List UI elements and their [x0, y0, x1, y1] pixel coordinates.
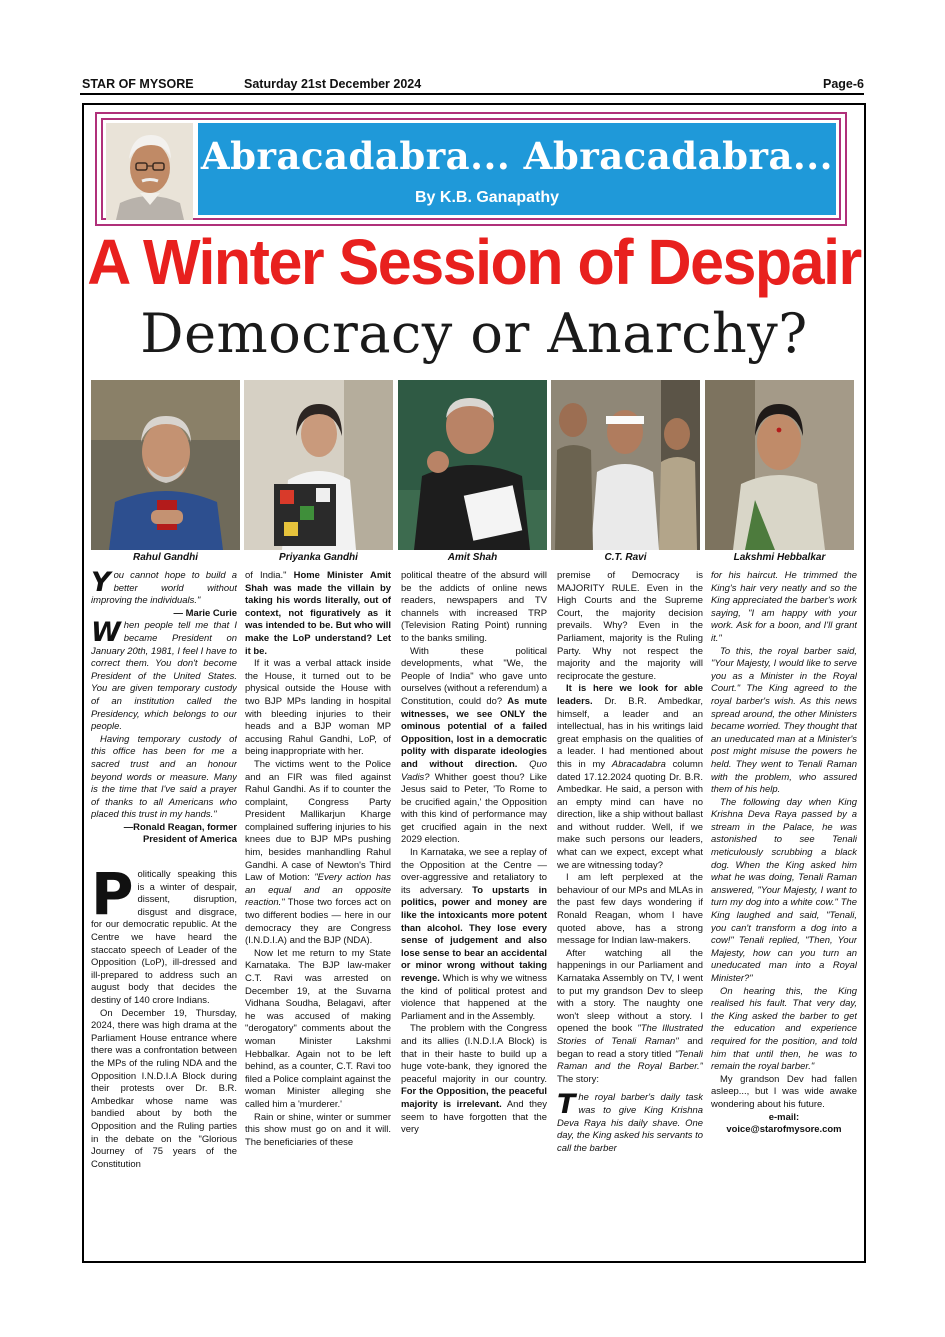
text-column-1: [91, 570, 237, 1250]
para-story-book: "The Illustrated Stories of Tenali Raman": [557, 1023, 703, 1047]
photo-lakshmi-hebbalkar-image: [705, 380, 854, 550]
para-we-the-people: [401, 646, 547, 848]
quote-reagan: [91, 617, 237, 733]
para-fir-quote: "Every action has an equal and an opposite reaction.": [245, 872, 391, 909]
author-portrait: [106, 123, 193, 220]
para-perplexed: I am left perplexed at the behaviour of our MPs and MLAs in the past few days wondering if Ronald Reagan, whom I have quoted above, has a strong message for Indian law-makers.: [557, 872, 703, 947]
para-problem-a: The problem with the Congress and its allies (I.N.D.I.A Block) is that in their haste to build up a huge vote-bank, they ignored the peaceful majority in our country.: [401, 1023, 547, 1085]
para-problem-bold: For the Opposition, the peaceful majority is irrelevant.: [401, 1086, 547, 1110]
para-king-realised: On hearing this, the King realised his fault. That very day, the King asked the barber to get the education and experience required for the position, and told him that until then, he was to remain the royal barber.": [711, 985, 857, 1073]
quote-curie-text: ou cannot hope to build a better world without improving the individuals.": [91, 570, 237, 607]
para-problem-end: And they seem to have forgotten that the very: [401, 1098, 547, 1136]
para-majority-rule: premise of Democracy is MAJORITY RULE. Even in the High Courts and the Supreme Court, the majority decision prevails. Why? Even in the Parliament, majority is the Ruling Party. Why not respect the majority and the majority will reciprocate the gesture.: [557, 570, 703, 682]
caption-priyanka-gandhi: Priyanka Gandhi: [279, 552, 358, 563]
para-intro: [91, 860, 237, 1008]
photo-strip: [91, 380, 854, 550]
masthead: [80, 77, 864, 93]
para-minister-wish: To this, the royal barber said, "Your Majesty, I would like to serve you as a Minister in the Royal Court." The King agreed to the royal barber's wish. As this news spread around, the other Ministers became worried. They thought that an uneducated man at a Minister's post might misuse the powers he held. They went to Tenali Raman with the problem, who assured them of his help.: [711, 645, 857, 796]
para-story-end: The story:: [557, 1073, 599, 1085]
caption-amit-shah: Amit Shah: [447, 552, 498, 563]
para-wtp-bold: As mute witnesses, we see ONLY the ominous potential of a failed Opposition, lost in a democratic polity with disparate ideologies and without direction.: [401, 695, 547, 770]
para-leaders-italic: Abracadabra: [611, 758, 666, 770]
para-able-leaders: [557, 683, 703, 872]
para-fir-text: The victims went to the Police and an FIR was filed against Rahul Gandhi. As if to counter the complaint, Congress Party President Mallikarjun Kharge complained suffering injuries to his knees due to BJP MPs pushing him, besides manhandling Rahul Gandhi. A case of Newton's Third Law of Motion:: [245, 758, 391, 884]
para-theatre: political theatre of the absurd will be the addicts of online news readers, newspapers and TV channels with increased TRP (Television Rating Point) running to the banks smiling.: [401, 570, 547, 644]
para-karnataka: Now let me return to my State Karnataka. The BJP law-maker C.T. Ravi was arrested on December 19, at the Suvarna Vidhana Soudha, Belagavi, after he was accused of making "derogatory" comments about the woman Minister Lakshmi Hebbalkar. Again not to be left behind, as a counter, C.T. Ravi too filed a Police complaint against the woman Minister alleging she called him a 'murderer.': [245, 947, 391, 1110]
para-amit-shah: [245, 570, 391, 658]
para-haircut: for his haircut. He trimmed the King's hair very neatly and so the King appreciated the barber's work saying, "I am happy with your work. Ask for a boon, and I'll grant it.": [711, 570, 857, 644]
para-replay-a: In Karnataka, we see a replay of the Opposition at the Centre — over-aggressive and retaliatory to its adversary.: [401, 847, 547, 896]
caption-lakshmi-hebbalkar: Lakshmi Hebbalkar: [733, 552, 826, 563]
photo-amit-shah-image: [398, 380, 547, 550]
author-portrait-image: [106, 123, 193, 220]
text-column-5: [711, 570, 857, 1250]
para-leaders-bold: It is here we look for able leaders.: [557, 683, 703, 707]
para-amit-shah-lead: of India.": [245, 570, 294, 581]
quote-curie: [91, 570, 237, 608]
text-column-3: [401, 570, 547, 1250]
para-story-a: After watching all the happenings in our Parliament and Karnataka Assembly on TV, I went to put my grandson Dev to sleep with a story. The naughty one won't sleep without a story. I opened the book: [557, 947, 703, 1035]
caption-rahul-gandhi: Rahul Gandhi: [133, 552, 198, 563]
photo-priyanka-gandhi: [244, 380, 393, 550]
para-wtp-end: Whither goest thou? Like Jesus said to Peter, 'To Rome to be crucified again,' the Opposition with this kind of performance may get crucified again in the next 2029 election.: [401, 771, 547, 846]
para-rain-or-shine: Rain or shine, winter or summer this show must go on and it will. The beneficiaries of these: [245, 1111, 391, 1148]
para-royal-barber: [557, 1089, 703, 1155]
para-intro-text: olitically speaking this is a winter of despair, dissent, disruption, disgust and disgrace, for our democratic republic. At the Centre we have heard the staccato speech of Leader of the Opposition (LoP), ill-dressed and ill-prepared to address such an august body that decides the destiny of 140 crore Indians.: [91, 869, 237, 1006]
para-replay-end: Which is why we witness the kind of political protest and violence that happened at the Parliament and in the Assembly.: [401, 973, 547, 1022]
photo-amit-shah: [398, 380, 547, 550]
page-number: Page-6: [823, 77, 864, 91]
dropcap-w: W: [91, 617, 121, 649]
para-congress-problem: [401, 1023, 547, 1136]
para-leaders-end: column dated 17.12.2024 quoting Dr. B.R. Ambedkar. He said, a person with an empty mind can have no direction, like a ship without ballast and without rudder. Well, if we make such persons our leaders, what can we expect, except what we are witnessing today?: [557, 758, 703, 871]
para-story-title: "Tenali Raman and the Royal Barber.": [557, 1048, 703, 1073]
paper-name: STAR OF MYSORE: [82, 77, 194, 91]
para-black-dog: The following day when King Krishna Deva Raya passed by a stream in the Palace, he was astonished to see Tenali meticulously scrubbing a black dog. When the King asked him what he was doing, Tenali Raman answered, "Your Majesty, I want to turn my dog into a white cow." The King laughed and said, "Tenali, you can't transform a dog into a cow!" Tenali replied, "Then, Your Majesty, how can you turn an uneducated man into a Royal Minister?": [711, 796, 857, 984]
banner-inner: [101, 118, 841, 220]
caption-ct-ravi: C.T. Ravi: [604, 552, 647, 563]
banner-title-box: [198, 123, 836, 215]
para-karnataka-replay: [401, 847, 547, 1023]
dropcap-t: T: [557, 1089, 576, 1121]
masthead-rule: [80, 93, 864, 95]
para-royal-barber-text: he royal barber's daily task was to give King Krishna Deva Raya his daily shave. One day, the King asked his servants to call the barber: [557, 1092, 703, 1154]
para-amit-shah-bold: Home Minister Amit Shah was made the villain by taking his words literally, out of context, not figuratively as it was intended to be. But who will make the LoP understand? Let it be.: [245, 570, 391, 657]
headline-secondary: Democracy or Anarchy?: [140, 302, 808, 365]
dropcap-y: Y: [91, 570, 111, 598]
issue-date: Saturday 21st December 2024: [244, 77, 422, 91]
para-wtp-a: With these political developments, what "We, the People of India" who gave unto ourselves (without a referendum) a Constitution, could do?: [401, 645, 547, 707]
quote-reagan-attribution-2: President of America: [142, 834, 237, 846]
text-column-4: [557, 570, 703, 1250]
para-wide-awake: My grandson Dev had fallen asleep..., but I was wide awake wondering about his future.: [711, 1073, 857, 1110]
photo-lakshmi-hebbalkar: [705, 380, 854, 550]
headline-primary: A Winter Session of Despair: [87, 226, 861, 298]
photo-ct-ravi-image: [551, 380, 700, 550]
para-wtp-italic: Quo Vadis?: [401, 758, 547, 783]
para-replay-bold: To upstarts in politics, power and money are like the intoxicants more potent than alcohol. They lose every sense of judgement and also lose sense to bear an accidental or minor wrong without taking revenge.: [401, 884, 547, 984]
author-byline: By K.B. Ganapathy: [414, 189, 560, 206]
text-column-2: [245, 570, 391, 1250]
quote-reagan-attribution-1: —Ronald Reagan, former: [123, 821, 237, 833]
para-bedtime-story: [557, 948, 703, 1087]
para-fir-end: Those two forces act on two different bodies — here in our democracy they are Congress (I.N.D.I.A) and the BJP (NDA).: [245, 897, 391, 947]
dropcap-p: P: [91, 860, 134, 929]
photo-rahul-gandhi-image: [91, 380, 240, 550]
column-title: Abracadabra... Abracadabra...: [200, 134, 834, 178]
para-parliament: On December 19, Thursday, 2024, there was high drama at the Parliament House entrance where there was a confrontation between the MPs of the ruling NDA and the Opposition I.N.D.I.A Block during their protests over Dr. B.R. Ambedkar whose name was bandied about by both the Opposition and the Ruling parties in the debate on the "Glorious Journey of 75 years of the Constitution: [91, 1007, 237, 1170]
column-banner: [95, 112, 847, 226]
photo-priyanka-gandhi-image: [244, 380, 393, 550]
email-link[interactable]: voice@starofmysore.com: [726, 1124, 842, 1136]
photo-rahul-gandhi: [91, 380, 240, 550]
photo-ct-ravi: [551, 380, 700, 550]
para-leaders-a: Dr. B.R. Ambedkar, himself, a leader and an intellectual, has in his writings laid great emphasis on the qualities of a leader. I had mentioned about this in my: [557, 695, 703, 770]
para-fir: [245, 759, 391, 948]
email-label: e-mail:: [768, 1111, 800, 1123]
para-story-b: and began to read a story titled: [557, 1035, 703, 1060]
quote-reagan-text-2: Having temporary custody of this office has been for me a sacred trust and an honour beyond words or measure. Many is the time that I've said a prayer of thanks to all Americans who placed this trust in my hands.": [91, 733, 237, 821]
quote-reagan-text: hen people tell me that I became President on January 20th, 1981, I feel I have to correct them. You don't become President of the United States. You are given temporary custody of an institution called the Presidency, which belongs to our people.: [91, 620, 237, 733]
para-physical-attack: If it was a verbal attack inside the House, it turned out to be physical outside the House with two BJP MPs landing in hospital with bleeding injuries to their heads and a BJP woman MP accusing Rahul Gandhi, LoP, of being inappropriate with her.: [245, 658, 391, 758]
quote-curie-attribution: — Marie Curie: [173, 607, 237, 619]
